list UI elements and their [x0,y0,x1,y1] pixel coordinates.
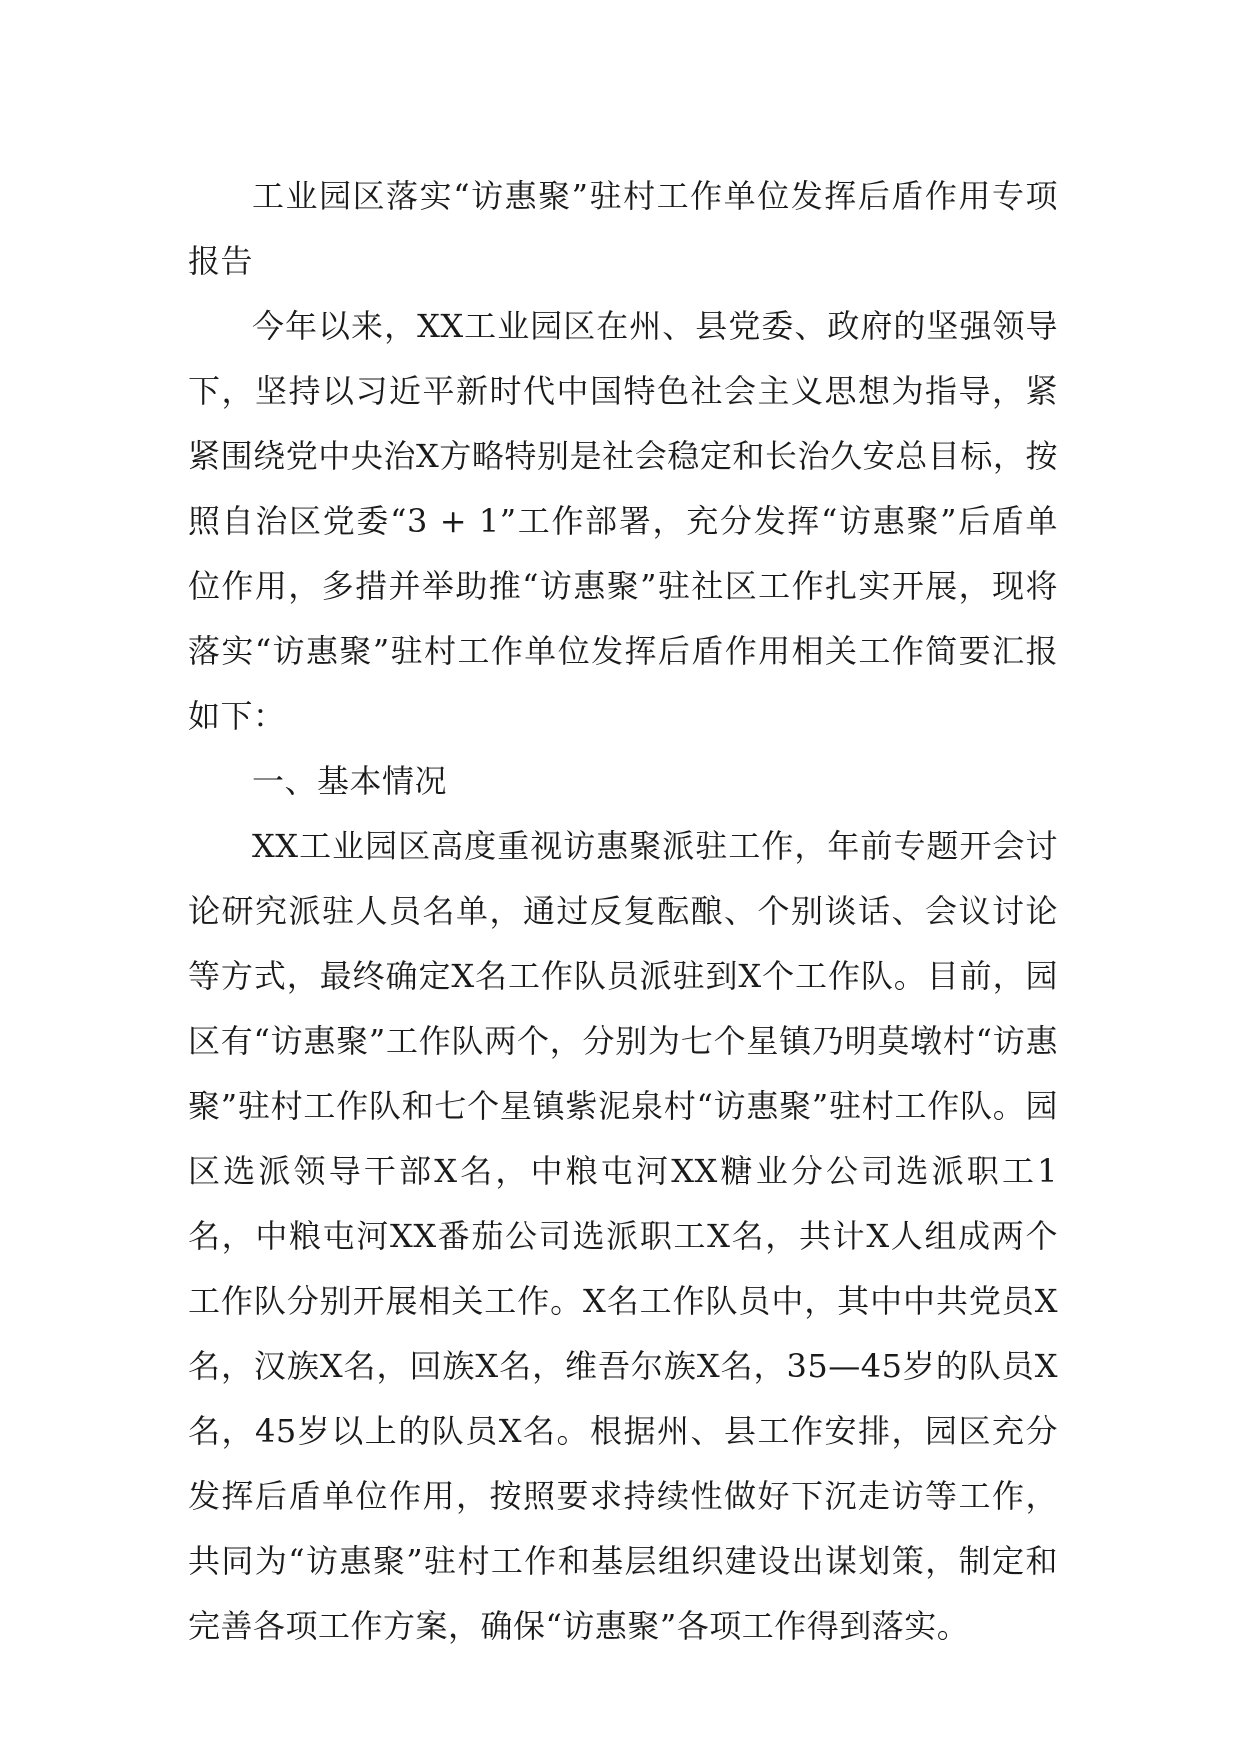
basic-situation-paragraph: XX工业园区高度重视访惠聚派驻工作，年前专题开会讨论研究派驻人员名单，通过反复酝酿、个别谈话、会议讨论等方式，最终确定X名工作队员派驻到X个工作队。目前，园区有“访惠聚”工作队两个，分别为七个星镇乃明莫墩村“访惠聚”驻村工作队和七个星镇紫泥泉村“访惠聚”驻村工作队。园区选派领导干部X名，中粮屯河XX糖业分公司选派职工1名，中粮屯河XX番茄公司选派职工X名，共计X人组成两个工作队分别开展相关工作。X名工作队员中，其中中共党员X名，汉族X名，回族X名，维吾尔族X名，35—45岁的队员X名，45岁以上的队员X名。根据州、县工作安排，园区充分发挥后盾单位作用，按照要求持续性做好下沉走访等工作，共同为“访惠聚”驻村工作和基层组织建设出谋划策，制定和完善各项工作方案，确保“访惠聚”各项工作得到落实。 [188,827,1058,1645]
document-title: 工业园区落实“访惠聚”驻村工作单位发挥后盾作用专项报告 [188,177,1058,280]
intro-paragraph: 今年以来，XX工业园区在州、县党委、政府的坚强领导下，坚持以习近平新时代中国特色社会主义思想为指导，紧紧围绕党中央治X方略特别是社会稳定和长治久安总目标，按照自治区党委“3 + 1”工作部署，充分发挥“访惠聚”后盾单位作用，多措并举助推“访惠聚”驻社区工作扎实开展，现将落实“访惠聚”驻村工作单位发挥后盾作用相关工作简要汇报如下： [188,307,1058,735]
document-body [188,164,1058,1659]
section-heading-basic-situation: 一、基本情况 [252,762,448,800]
